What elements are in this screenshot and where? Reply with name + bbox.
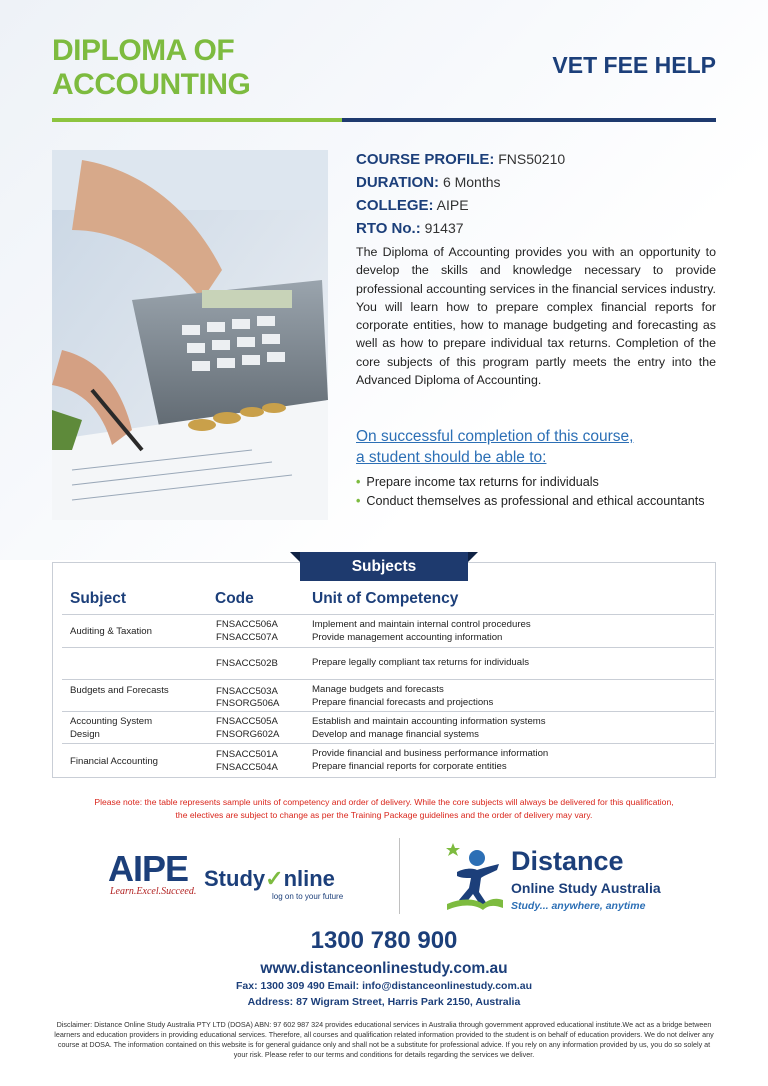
unit-cell: Manage budgets and forecasts [312,684,444,695]
list-item [356,473,756,492]
unit-cell: Implement and maintain internal control procedures [312,619,531,630]
table-row [62,614,714,647]
distance-icon-graphic [443,842,505,914]
title-line-1: DIPLOMA OF [52,34,235,67]
table-row [62,743,714,776]
study-online-text-b: nline [283,866,335,891]
unit-cell: Develop and manage financial systems [312,729,479,740]
unit-cell: Prepare legally compliant tax returns for individuals [312,657,530,668]
code-cell: FNSACC503A [216,686,278,697]
outcomes-heading [356,426,716,468]
code-cell: FNSACC501A [216,749,278,760]
title-line-2: ACCOUNTING [52,68,251,101]
table-note [52,796,716,822]
code-cell: FNSACC504A [216,762,278,773]
column-header-unit: Unit of Competency [312,590,459,607]
logo-divider [399,838,400,914]
college-value: AIPE [436,197,469,213]
course-description: The Diploma of Accounting provides you with an opportunity to develop the skills and knowledge necessary to provide professional accounting services in the financial services industry. You will learn how to prepare complex financial reports for corporate entities, how to manage budgeting and forecasting as well as how to prepare individual tax returns. Completion of the core subjects of this program partly meets the entry into the Advanced Diploma of Accounting. [356,245,716,388]
vet-fee-help-label: VET FEE HELP [552,52,716,78]
study-online-logo [204,866,335,892]
website-link[interactable]: www.distanceonlinestudy.com.au [260,960,508,977]
unit-cell: Provide management accounting information [312,632,503,643]
fax-email: Fax: 1300 309 490 Email: info@distanceonlinestudy.com.au [236,980,532,992]
column-header-code: Code [215,590,254,607]
bullet-icon: • [356,475,361,489]
unit-cell: Prepare financial forecasts and projections [312,697,494,708]
outcomes-list [356,473,756,511]
college-label: COLLEGE: [356,197,434,214]
distance-logo-tagline: Study... anywhere, anytime [511,900,646,912]
subject-cell: Budgets and Forecasts [70,685,169,696]
course-info [356,148,726,240]
list-item [356,492,756,511]
aipe-logo [108,848,197,897]
code-cell: FNSORG602A [216,729,280,740]
header-rule-green [52,118,342,122]
duration-label: DURATION: [356,174,440,191]
code-cell: FNSACC506A [216,619,278,630]
distance-logo-name: Distance [511,846,624,876]
aipe-logo-text: AIPE [108,848,189,889]
distance-person-icon [443,842,505,919]
code-cell: FNSACC507A [216,632,278,643]
distance-logo-subtitle: Online Study Australia [511,880,661,896]
rto-row [356,217,726,240]
subjects-tab-label: Subjects [300,552,468,581]
aipe-tagline: Learn.Excel.Succeed. [110,886,197,897]
bullet-icon: • [356,494,361,508]
outcomes-heading-line-1: On successful completion of this course, [356,428,634,445]
address: Address: 87 Wigram Street, Harris Park 2150, Australia [247,996,521,1008]
column-header-subject: Subject [70,590,126,607]
table-row [62,679,714,711]
unit-cell: Provide financial and business performance information [312,748,549,759]
college-row [356,194,726,217]
note-line-2: the electives are subject to change as per the Training Package guidelines and the order of delivery may vary. [175,810,593,820]
outcomes-heading-line-2: a student should be able to: [356,449,547,466]
course-profile-value: FNS50210 [498,151,566,167]
unit-cell: Establish and maintain accounting information systems [312,716,546,727]
rto-label: RTO No.: [356,220,421,237]
unit-cell: Prepare financial reports for corporate entities [312,761,507,772]
subject-cell: Auditing & Taxation [70,626,152,637]
phone-number: 1300 780 900 [310,927,458,954]
table-row [62,711,714,743]
course-profile-label: COURSE PROFILE: [356,151,495,168]
rto-value: 91437 [424,220,464,236]
duration-value: 6 Months [442,174,501,190]
page-title [52,34,250,102]
photo-illustration [52,150,328,520]
outcome-text: Conduct themselves as professional and ethical accountants [366,494,705,508]
outcome-text: Prepare income tax returns for individuals [366,475,599,489]
course-profile-row [356,148,726,171]
subject-cell: Design [70,729,100,740]
duration-row [356,171,726,194]
code-cell: FNSACC502B [216,658,278,669]
note-line-1: Please note: the table represents sample units of competency and order of delivery. While the core subjects will always be delivered for this qualification, [94,797,674,807]
study-online-tagline: log on to your future [272,892,344,901]
code-cell: FNSACC505A [216,716,278,727]
study-online-text-a: Study [204,866,266,891]
disclaimer: Disclaimer: Distance Online Study Australia PTY LTD (DOSA) ABN: 97 602 987 324 provides educational services in Australia through government approved educational institute.We act as a bridge between learners and education providers in providing educational services. Therefore, all courses and qualification related information provided to the student is on behalf of education providers. We do not deliver any course at DOSA. The information contained on this website is for general guidance only and shall not be a substitute for professional advice. If you rely on any information provided by us, you do so solely at your risk. Please refer to our terms and conditions for details regarding the services we deliver. [54,1020,714,1059]
calculator-hands-photo [52,150,328,520]
check-circle-icon: ✓ [265,866,284,891]
subject-cell: Accounting System [70,716,153,727]
header-rule-blue [342,118,716,122]
table-row [62,647,714,679]
code-cell: FNSORG506A [216,698,280,709]
subject-cell: Financial Accounting [70,756,158,767]
